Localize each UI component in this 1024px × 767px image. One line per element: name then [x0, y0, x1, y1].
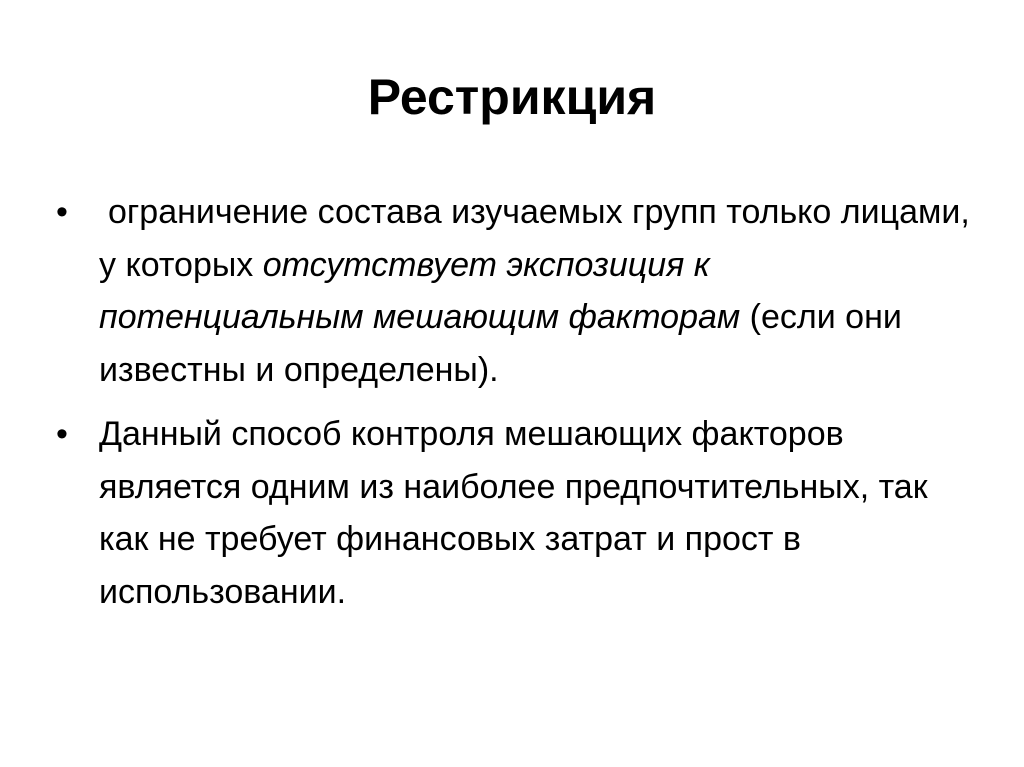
bullet-text-tail: (если они известны и определены). [99, 298, 902, 389]
bullet-text-lead: ограничение состава изучаемых групп только лицами, у которых [99, 193, 970, 284]
bullet-dot-icon: • [56, 193, 68, 231]
bullet-text-emphasis: отсутствует экспозиция к потенциальным мешающим факторам [99, 245, 741, 336]
bullet-item-restriction-definition [56, 186, 976, 396]
bullet-list [56, 186, 976, 618]
bullet-text: Данный способ контроля мешающих факторов является одним из наиболее предпочтительных, так как не требует финансовых затрат и прост в использовании. [99, 415, 928, 611]
slide-title: Рестрикция [367, 69, 657, 125]
bullet-item-method-advantage [56, 408, 976, 618]
bullet-dot-icon: • [56, 415, 68, 453]
